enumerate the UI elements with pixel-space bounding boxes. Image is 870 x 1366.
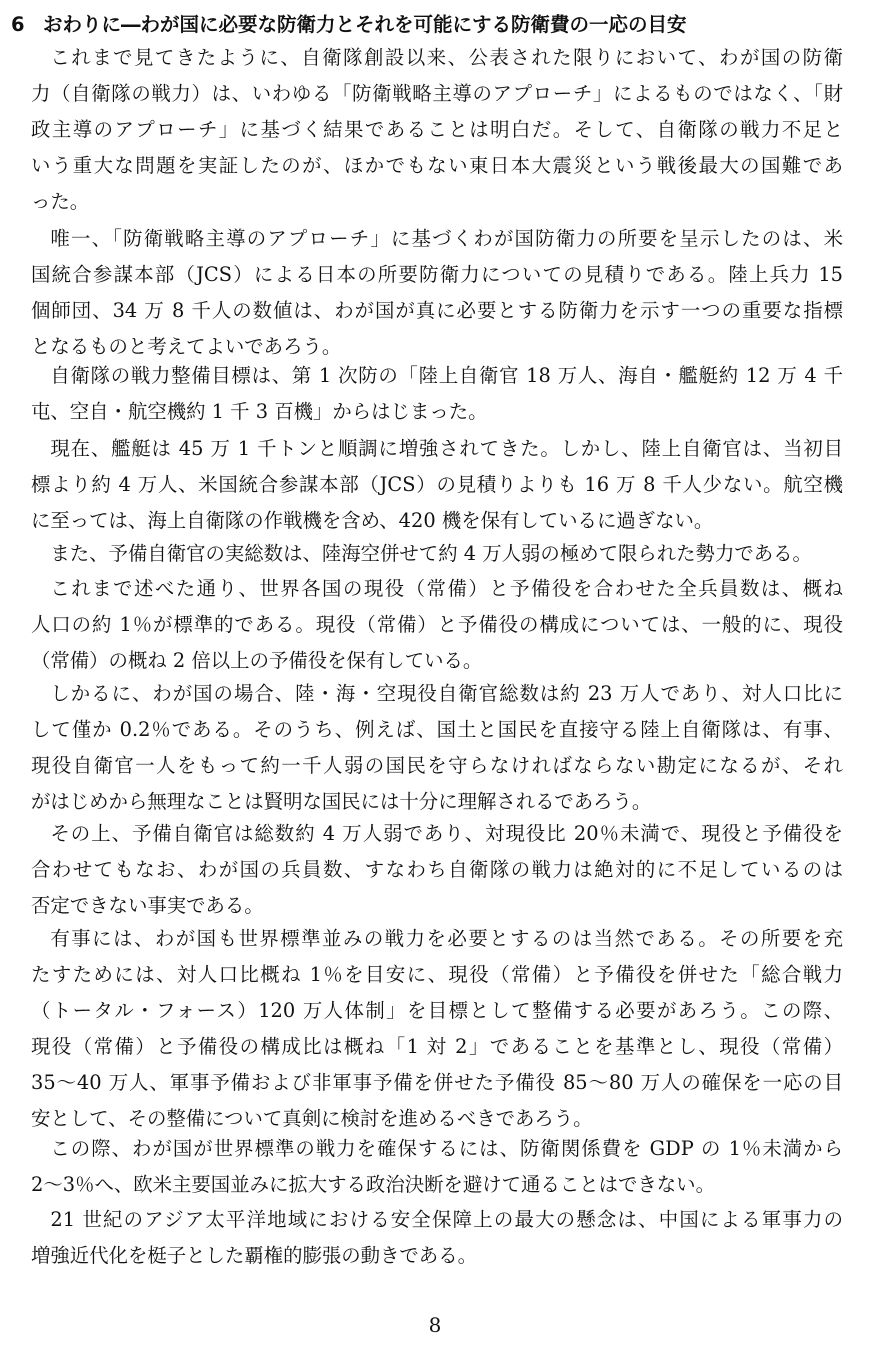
paragraph-line: 現役自衛官一人をもって約一千人弱の国民を守らなければならない勘定になるが、それ: [31, 754, 843, 777]
paragraph-line: また、予備自衛官の実総数は、陸海空併せて約 4 万人弱の極めて限られた勢力である。: [50, 542, 812, 565]
paragraph-line: 有事には、わが国も世界標準並みの戦力を必要とするのは当然である。その所要を充: [50, 927, 843, 950]
paragraph-line: 唯一、「防衛戦略主導のアプローチ」に基づくわが国防衛力の所要を呈示したのは、米: [50, 227, 843, 250]
paragraph-line: 個師団、34 万 8 千人の数値は、わが国が真に必要とする防衛力を示す一つの重要な指標: [31, 299, 843, 322]
section-title: おわりに―わが国に必要な防衛力とそれを可能にする防衛費の一応の目安: [43, 13, 687, 36]
paragraph-2: [31, 221, 843, 365]
paragraph-line: 安として、その整備について真剣に検討を進めるべきであろう。: [31, 1107, 593, 1130]
paragraph-7: [31, 676, 843, 820]
paragraph-6: [31, 571, 843, 679]
paragraph-line: これまで見てきたように、自衛隊創設以来、公表された限りにおいて、わが国の防衛: [50, 46, 843, 69]
paragraph-line: これまで述べた通り、世界各国の現役（常備）と予備役を合わせた全兵員数は、概ね: [50, 577, 843, 600]
paragraph-line: 現役（常備）と予備役の構成比は概ね「1 対 2」であることを基準とし、現役（常備）: [31, 1035, 843, 1058]
paragraph-4: [31, 431, 843, 539]
paragraph-line: 政主導のアプローチ」に基づく結果であることは明白だ。そして、自衛隊の戦力不足と: [31, 118, 843, 141]
paragraph-line: 国統合参謀本部（JCS）による日本の所要防衛力についての見積りである。陸上兵力 15: [31, 263, 843, 286]
paragraph-line: に至っては、海上自衛隊の作戦機を含め、420 機を保有しているに過ぎない。: [31, 509, 714, 532]
paragraph-line: して僅か 0.2％である。そのうち、例えば、国土と国民を直接守る陸上自衛隊は、有事、: [31, 718, 843, 741]
paragraph-line: 現在、艦艇は 45 万 1 千トンと順調に増強されてきた。しかし、陸上自衛官は、当初目: [50, 437, 843, 460]
paragraph-line: 人口の約 1％が標準的である。現役（常備）と予備役の構成については、一般的に、現役: [31, 613, 843, 636]
paragraph-line: たすためには、対人口比概ね 1％を目安に、現役（常備）と予備役を併せた「総合戦力: [31, 963, 843, 986]
section-number: 6: [11, 13, 25, 36]
page-number: 8: [428, 1313, 442, 1337]
paragraph-line: （常備）の概ね 2 倍以上の予備役を保有している。: [31, 649, 483, 672]
paragraph-9: [31, 921, 843, 1137]
paragraph-line: 2～3％へ、欧米主要国並みに拡大する政治決断を避けて通ることはできない。: [31, 1173, 715, 1196]
paragraph-5: [31, 536, 843, 572]
paragraph-1: [31, 40, 843, 220]
paragraph-line: （トータル・フォース）120 万人体制」を目標として整備する必要があろう。この際、: [31, 999, 843, 1022]
paragraph-line: った。: [31, 190, 90, 213]
paragraph-line: となるものと考えてよいであろう。: [31, 335, 342, 358]
paragraph-line: がはじめから無理なことは賢明な国民には十分に理解されるであろう。: [31, 790, 652, 813]
paragraph-11: [31, 1202, 843, 1274]
paragraph-8: [31, 816, 843, 924]
paragraph-10: [31, 1131, 843, 1203]
paragraph-line: 標より約 4 万人、米国統合参謀本部（JCS）の見積りよりも 16 万 8 千人少ない。航空機: [31, 473, 843, 496]
paragraph-line: 自衛隊の戦力整備目標は、第 1 次防の「陸上自衛官 18 万人、海自・艦艇約 12 万 4 千: [50, 364, 843, 387]
paragraph-line: 35～40 万人、軍事予備および非軍事予備を併せた予備役 85～80 万人の確保を一応の目: [31, 1071, 843, 1094]
paragraph-line: 増強近代化を梃子とした覇権的膨張の動きである。: [31, 1244, 477, 1267]
paragraph-line: 合わせてもなお、わが国の兵員数、すなわち自衛隊の戦力は絶対的に不足しているのは: [31, 858, 843, 881]
paragraph-line: しかるに、わが国の場合、陸・海・空現役自衛官総数は約 23 万人であり、対人口比に: [50, 682, 843, 705]
paragraph-line: この際、わが国が世界標準の戦力を確保するには、防衛関係費を GDP の 1％未満から: [50, 1137, 843, 1160]
section-heading: [11, 10, 851, 40]
paragraph-line: 力（自衛隊の戦力）は、いわゆる「防衛戦略主導のアプローチ」によるものではなく、「財: [31, 82, 843, 105]
paragraph-line: 21 世紀のアジア太平洋地域における安全保障上の最大の懸念は、中国による軍事力の: [50, 1208, 843, 1231]
paragraph-line: その上、予備自衛官は総数約 4 万人弱であり、対現役比 20％未満で、現役と予備役を: [50, 822, 843, 845]
paragraph-line: 否定できない事実である。: [31, 894, 264, 917]
paragraph-3: [31, 358, 843, 430]
paragraph-line: 屯、空自・航空機約 1 千 3 百機」からはじまった。: [31, 400, 488, 423]
paragraph-line: いう重大な問題を実証したのが、ほかでもない東日本大震災という戦後最大の国難であ: [31, 154, 843, 177]
